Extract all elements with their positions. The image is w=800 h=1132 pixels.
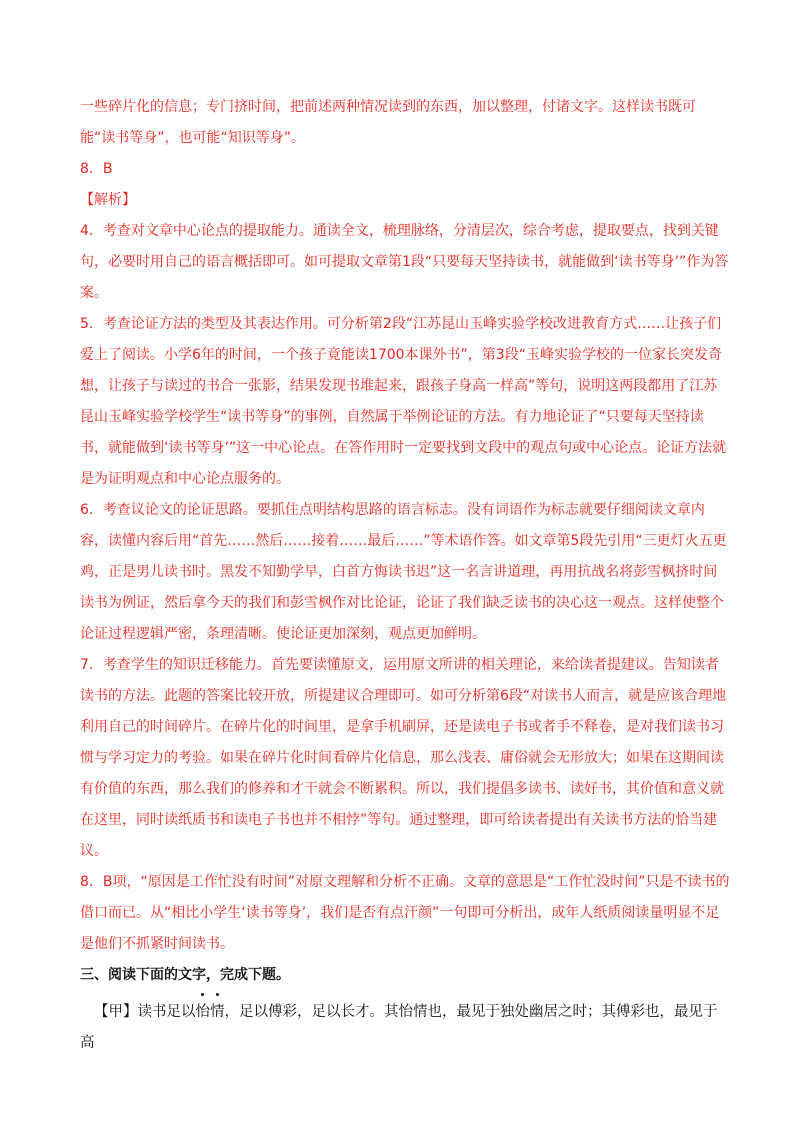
analysis-q6: 6．考查议论文的论证思路。要抓住点明结构思路的语言标志。没有词语作为标志就要仔细阅读文章内容，读懂内容后用“首先……然后……接着……最后……”等术语作答。如文章第5段先引用“三更灯火五更鸡，正是男儿读书时。黑发不知勤学早，白首方悔读书迟”这一名言讲道理，再用抗战名将彭雪枫挤时间读书为例证，然后拿今天的我们和彭雪枫作对比论证，论证了我们缺乏读书的决心这一观点。这样使整个论证过程逻辑严密，条理清晰。使论证更加深刻，观点更加鲜明。 [80, 502, 727, 642]
section-3-heading: 三、阅读下面的文字，完成下题。 [80, 967, 290, 983]
continued-answer-text: 一些碎片化的信息；专门挤时间，把前述两种情况读到的东西，加以整理，付诸文字。这样读书既可能“读书等身”，也可能“知识等身”。 [80, 99, 696, 146]
passage-jia [80, 997, 730, 1059]
analysis-heading: 【解析】 [80, 192, 136, 208]
analysis-q5: 5．考查论证方法的类型及其表达作用。可分析第2段“江苏昆山玉峰实验学校改进教育方式……让孩子们爱上了阅读。小学6年的时间，一个孩子竟能读1700本课外书”，第3段“玉峰实验学校的一位家长突发奇想，让孩子与读过的书合一张影，结果发现书堆起来，跟孩子身高一样高”等句，说明这两段都用了江苏昆山玉峰实验学校学生“读书等身”的事例，自然属于举例论证的方法。有力地论证了“只要每天坚持读书，就能做到‘读书等身’”这一中心论点。在答作用时一定要找到文段中的观点句或中心论点。论证方法就是为证明观点和中心论点服务的。 [80, 316, 727, 487]
emphasized-char-2: 情 [210, 997, 225, 1028]
passage-jia-prefix: 【甲】读书足以 [94, 1004, 196, 1020]
passage-jia-rest: ，足以傅彩，足以长才。其怡情也，最见于独处幽居之时；其傅彩也，最见于高 [80, 1004, 718, 1051]
analysis-q7: 7．考查学生的知识迁移能力。首先要读懂原文，运用原文所讲的相关理论，来给读者提建议。告知读者读书的方法。此题的答案比较开放，所提建议合理即可。如可分析第6段“对读书人而言，就是应该合理地利用自己的时间碎片。在碎片化的时间里，是拿手机刷屏，还是读电子书或者手不释卷，是对我们读书习惯与学习定力的考验。如果在碎片化时间看碎片化信息，那么浅表、庸俗就会无形放大；如果在这期间读有价值的东西，那么我们的修养和才干就会不断累积。所以，我们提倡多读书、读好书，其价值和意义就在这里，同时读纸质书和读电子书也并不相悖”等句。通过整理，即可给读者提出有关读书方法的恰当建议。 [80, 657, 727, 859]
emphasized-char-1: 怡 [196, 997, 211, 1028]
document-content [80, 92, 730, 1059]
answer-8: 8．B [80, 161, 113, 177]
analysis-q8: 8．B项，“原因是工作忙没有时间”对原文理解和分析不正确。文章的意思是“工作忙没时间”只是不读书的借口而已。从“相比小学生‘读书等身’，我们是否有点汗颜”一句即可分析出，成年人纸质阅读量明显不足是他们不抓紧时间读书。 [80, 874, 730, 952]
analysis-q4: 4．考查对文章中心论点的提取能力。通读全文，梳理脉络，分清层次，综合考虑，提取要点，找到关键句，必要时用自己的语言概括即可。如可提取文章第1段“只要每天坚持读书，就能做到‘读书等身’”作为答案。 [80, 223, 729, 301]
